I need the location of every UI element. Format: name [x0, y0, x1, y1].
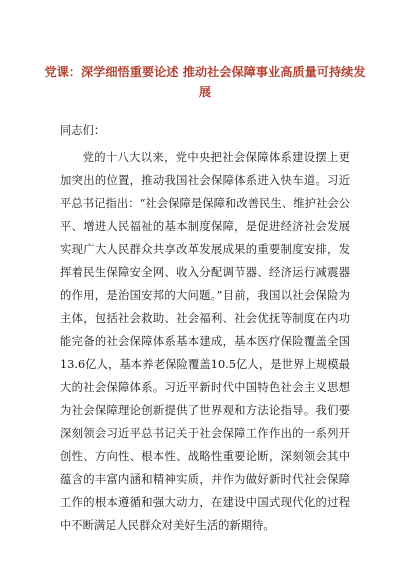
body-paragraph: 党的十八大以来，党中央把社会保障体系建设摆上更加突出的位置，推动我国社会保障体系进入快车道。习近平总书记指出：“社会保障是保障和改善民生、维护社会公平、增进人民福祉的基本制度保障，是促进经济社会发展实现广大人民群众共享改革发展成果的重要制度安排，发挥着民生保障安全网、收入分配调节器、经济运行减震器的作用，是治国安邦的大问题。”目前，我国以社会保险为主体，包括社会救助、社会福利、社会优抚等制度在内功能完备的社会保障体系基本建成，基本医疗保险覆盖全国13.6亿人，基本养老保险覆盖10.5亿人，是世界上规模最大的社会保障体系。习近平新时代中国特色社会主义思想为社会保障理论创新提供了世界观和方法论指导。我们要深刻领会习近平总书记关于社会保障工作作出的一系列开创性、方向性、根本性、战略性重要论断，深刻领会其中蕴含的丰富内涵和精神实质，并作为做好新时代社会保障工作的根本遵循和强大动力，在建设中国式现代化的过程中不断满足人民群众对美好生活的新期待。 — [60, 151, 350, 532]
salutation: 同志们： — [60, 124, 106, 137]
document-title: 党课：深学细悟重要论述 推动社会保障事业高质量可持续发展 — [44, 65, 366, 99]
